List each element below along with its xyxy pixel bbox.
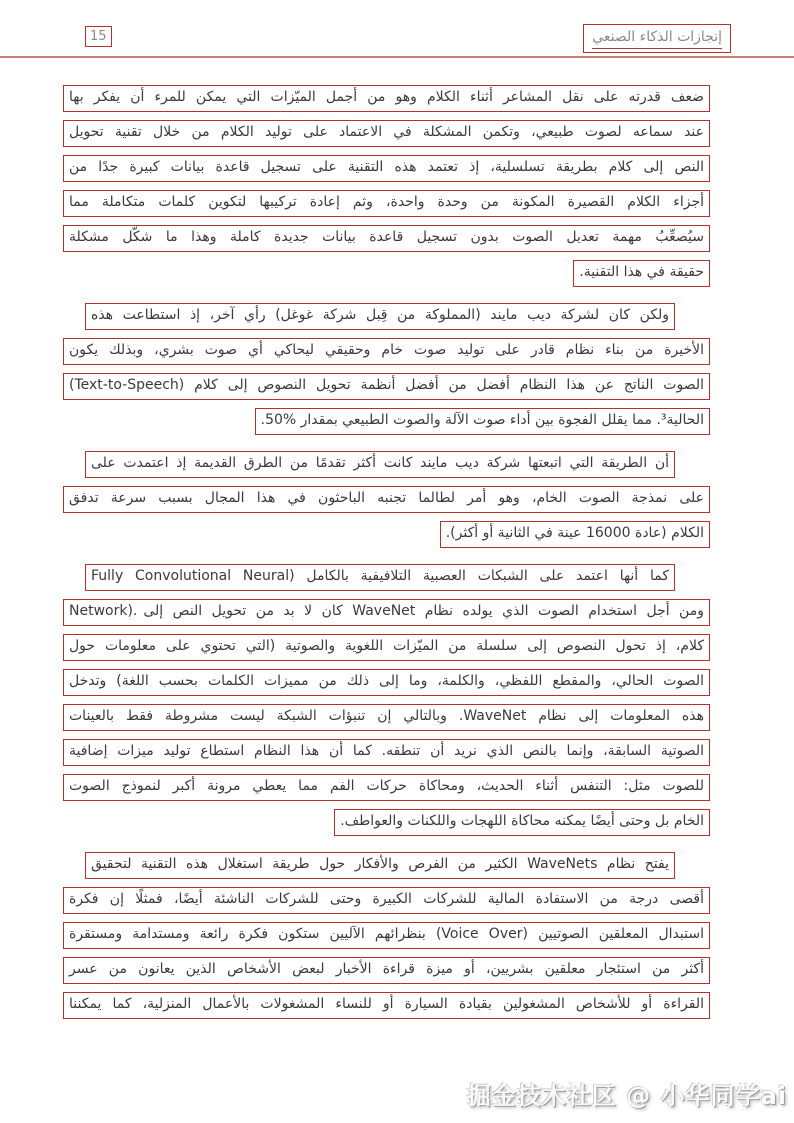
text-line-box: الصوت الحالي، والمقطع اللفظي، والكلمة، وما إلى ذلك من مميزات الكلمات بحسب اللغة) وتدخل xyxy=(63,669,710,696)
paragraph xyxy=(63,852,710,1019)
text-line-box: ولكن كان لشركة ديب مايند (المملوكة من قِبل شركة غوغل) رأي آخر، إذ استطاعت هذه xyxy=(85,303,675,330)
text-line-box: الكلام (عادة 16000 عينة في الثانية أو أكثر). xyxy=(440,521,710,548)
text-line-box xyxy=(63,599,710,626)
text-line-box: سيُصعِّبُ مهمة تعديل الصوت بدون تسجيل قاعدة بيانات جديدة كاملة وهذا ما شكّل مشكلة xyxy=(63,225,710,252)
paragraph xyxy=(63,451,710,548)
page-header xyxy=(0,24,794,56)
text-line-box: الصوتية السابقة، وإنما بالنص الذي نريد أن تنطقه. كما أن هذا النظام استطاع توليد ميزات إضافية xyxy=(63,739,710,766)
header-title: إنجازات الذكاء الصنعي xyxy=(592,28,722,49)
watermark: 掘金技术社区 @ 小华同学ai xyxy=(466,1082,787,1110)
text-line-box: أكثر من استئجار معلقين بشريين، أو ميزة قراءة الأخبار لبعض الأشخاص الذين يعانون من عسر xyxy=(63,957,710,984)
text-line-box: هذه المعلومات إلى نظام WaveNet. وبالتالي إن تنبؤات الشبكة ليست مشروطة فقط بالعينات xyxy=(63,704,710,731)
document-body xyxy=(63,85,710,1035)
text-line-box: أجزاء الكلام القصيرة المكونة من وحدة واحدة، وثم إعادة تركيبها لتكوين كلمات متكاملة مما xyxy=(63,190,710,217)
text-line-box: أن الطريقة التي اتبعتها شركة ديب مايند كانت أكثر تقدمًا من الطرق القديمة إذ اعتمدت على xyxy=(85,451,675,478)
text-line-box: حقيقة في هذا التقنية. xyxy=(573,260,710,287)
text-line-box: كما أنها اعتمد على الشبكات العصبية التلافيفية بالكامل (Fully Convolutional Neural xyxy=(85,564,675,591)
text-line-box: للصوت مثل: التنفس أثناء الحديث، ومحاكاة حركات الفم مما يعطي مرونة أكبر لنموذج الصوت xyxy=(63,774,710,801)
header-rule xyxy=(0,56,794,58)
text-line-box: الصوت الناتج عن هذا النظام أفضل من أفضل أنظمة تحويل النصوص إلى كلام (Text-to-Speech) xyxy=(63,373,710,400)
text-line-box: النص إلى كلام بطريقة تسلسلية، إذ تعتمد هذه التقنية على تسجيل قاعدة بيانات كبيرة جدًا من xyxy=(63,155,710,182)
text-line-box: القراءة أو للأشخاص المشغولين بقيادة السيارة أو للنساء المشغولات بالأعمال المنزلية، كما يمكننا xyxy=(63,992,710,1019)
text-line-box: الخام بل وحتى أيضًا يمكنه محاكاة اللهجات واللكنات والعواطف. xyxy=(334,809,710,836)
text-line-box: أقصى درجة من الاستفادة المالية للشركات الكبيرة وحتى للشركات الناشئة أيضًا، فمثلًا إن فكرة xyxy=(63,887,710,914)
text-line-box: ضعف قدرته على نقل المشاعر أثناء الكلام وهو من أجمل الميّزات التي يمكن للمرء أن يفكر بها xyxy=(63,85,710,112)
latin-lead-text: Network). xyxy=(69,603,138,619)
paragraph xyxy=(63,564,710,836)
text-line-box: يفتح نظام WaveNets الكثير من الفرص والأفكار حول طريقة استغلال هذه التقنية لتحقيق xyxy=(85,852,675,879)
text-line-box: عند سماعه لصوت طبيعي، وتكمن المشكلة في الاعتماد على توليد الكلام من خلال تقنية تحويل xyxy=(63,120,710,147)
page-number: 15 xyxy=(85,26,112,47)
paragraph xyxy=(63,85,710,287)
text-line-box: استبدال المعلقين الصوتيين (Voice Over) بنظرائهم الآليين ستكون فكرة رائعة ومستدامة ومستقرة xyxy=(63,922,710,949)
text-line-box: الحالية³. مما يقلل الفجوة بين أداء صوت الآلة والصوت الطبيعي بمقدار %50. xyxy=(255,408,710,435)
paragraph xyxy=(63,303,710,435)
text-line-box: على نمذجة الصوت الخام، وهو أمر لطالما تجنبه الباحثون في هذا المجال بسبب سرعة تدفق xyxy=(63,486,710,513)
header-title-box xyxy=(583,24,731,53)
arabic-line-text: ومن أجل استخدام الصوت الذي يولده نظام WaveNet كان لا بد من تحويل النص إلى xyxy=(143,603,704,619)
text-line-box: الأخيرة من بناء نظام قادر على توليد صوت خام وحقيقي ليحاكي أي صوت بشري، وبذلك يكون xyxy=(63,338,710,365)
text-line-box: كلام، إذ تحول النصوص إلى سلسلة من الميّزات اللغوية والصوتية (التي تحتوي على معلومات حول xyxy=(63,634,710,661)
